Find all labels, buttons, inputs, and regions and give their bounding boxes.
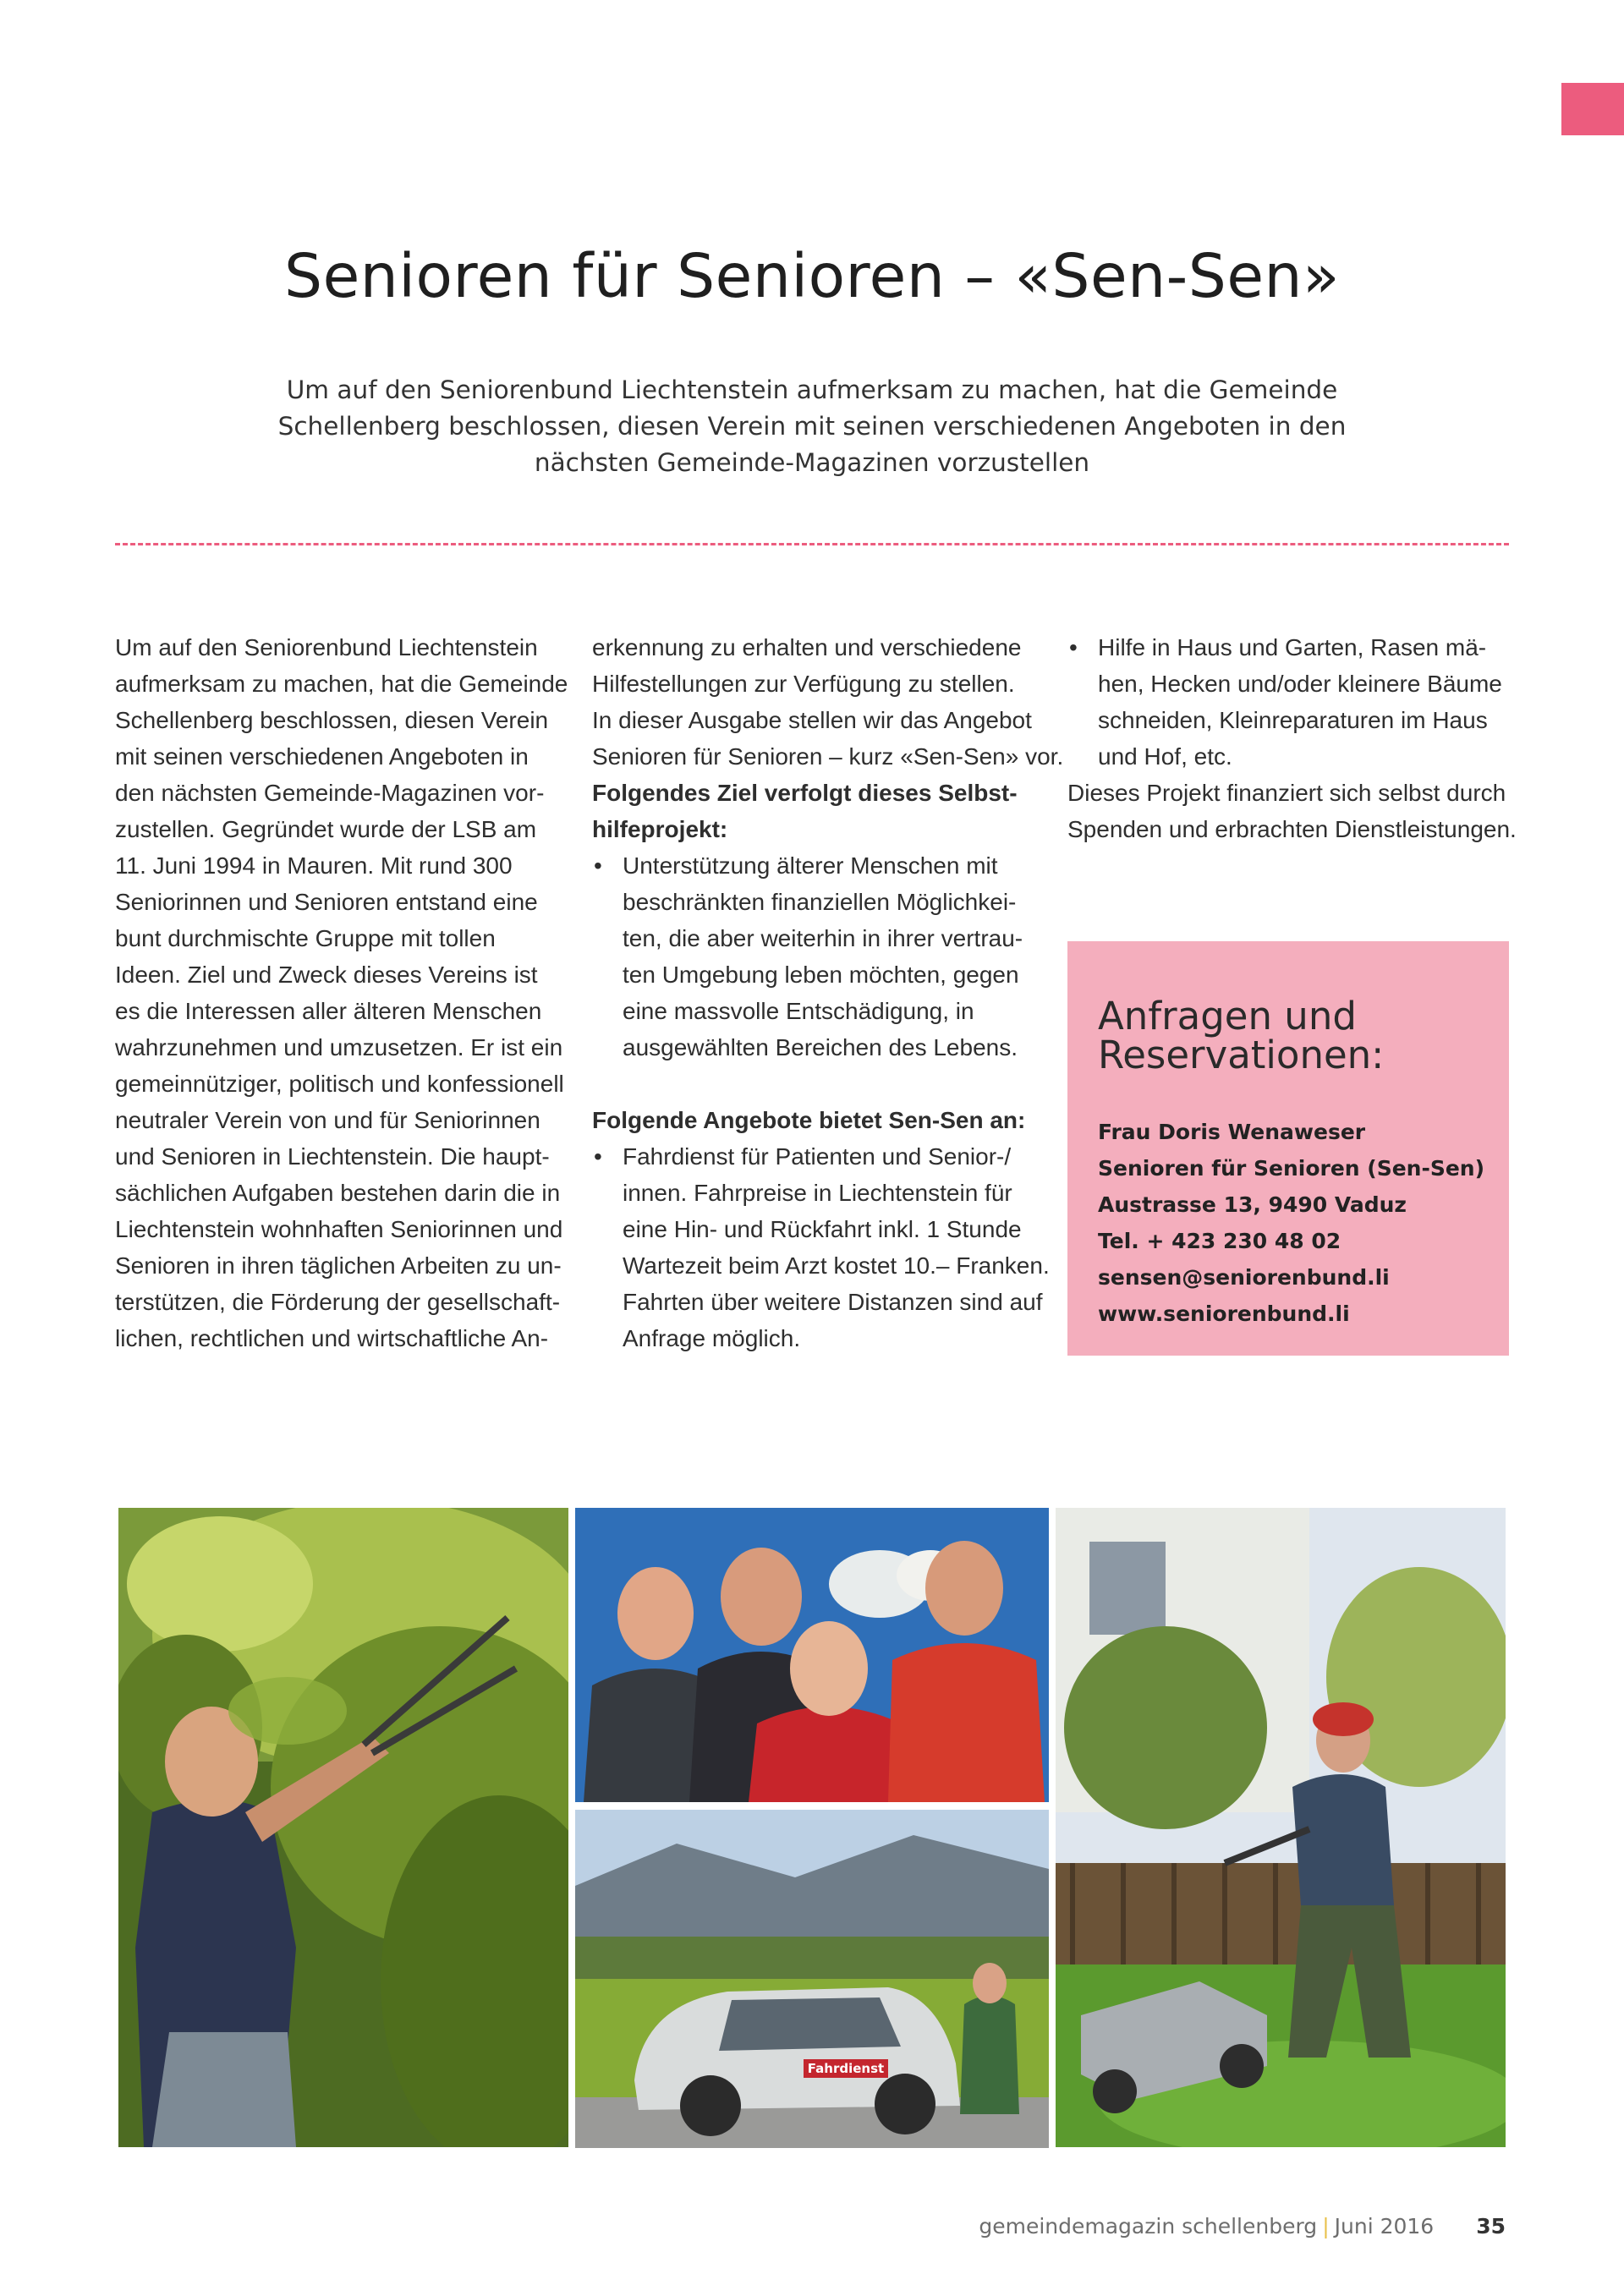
text-line: Hilfestellungen zur Verfügung zu stellen. — [592, 671, 1015, 697]
text-line: und Senioren in Liechtenstein. Die haupt- — [115, 1143, 550, 1170]
photo-lawn-mowing-graphic — [1056, 1508, 1506, 2147]
article-column-3 — [1067, 629, 1524, 847]
text-line: 11. Juni 1994 in Mauren. Mit rund 300 — [115, 852, 513, 879]
spacer — [592, 1066, 1040, 1102]
photo-transport-car — [575, 1810, 1049, 2148]
text-line: Spenden und erbrachten Dienstleistungen. — [1067, 816, 1517, 842]
contact-email-link[interactable]: sensen@seniorenbund.li — [1098, 1265, 1390, 1290]
bullet-line: eine massvolle Entschädigung, in — [623, 998, 974, 1024]
footer-date: Juni 2016 — [1334, 2214, 1435, 2238]
bullet-line: innen. Fahrpreise in Liechtenstein für — [623, 1180, 1012, 1206]
text-line: Um auf den Seniorenbund Liechtenstein — [115, 634, 538, 660]
bullet-line: Fahrten über weitere Distanzen sind auf — [623, 1289, 1043, 1315]
text-line: aufmerksam zu machen, hat die Gemeinde — [115, 671, 568, 697]
text-line: wahrzunehmen und umzusetzen. Er ist ein — [115, 1034, 563, 1060]
bullet-line: Hilfe in Haus und Garten, Rasen mä- — [1098, 634, 1487, 660]
text-line: Ideen. Ziel und Zweck dieses Vereins ist — [115, 962, 538, 988]
text-line: Senioren in ihren täglichen Arbeiten zu un- — [115, 1252, 562, 1279]
text-line: Liechtenstein wohnhaften Seniorinnen und — [115, 1216, 563, 1242]
goal-heading: Folgendes Ziel verfolgt dieses Selbst- — [592, 780, 1018, 806]
footer-separator: | — [1322, 2214, 1330, 2238]
photo-group-portrait — [575, 1508, 1049, 1802]
bullet-continuation — [592, 1320, 1040, 1356]
text-line: Senioren für Senioren – kurz «Sen-Sen» vor. — [592, 743, 1064, 770]
intro-line: Um auf den Seniorenbund Liechtenstein aufmerksam zu machen, hat die Gemeinde — [286, 375, 1338, 404]
goal-heading: hilfeprojekt: — [592, 816, 728, 842]
contact-details — [1098, 1114, 1484, 1332]
bullet-continuation — [592, 920, 1040, 956]
photo-transport-car-graphic — [575, 1810, 1049, 2148]
intro-paragraph — [254, 372, 1370, 481]
bullet-icon: • — [1069, 634, 1078, 660]
page-number: 35 — [1476, 2214, 1506, 2238]
dashed-divider — [115, 543, 1509, 545]
bullet-continuation — [1067, 702, 1524, 738]
bullet-line: ten, die aber weiterhin in ihrer vertrau- — [623, 925, 1023, 951]
page-footer — [922, 2214, 1506, 2238]
bullet-continuation — [592, 1247, 1050, 1284]
bullet-continuation — [592, 1029, 1040, 1066]
text-line: erkennung zu erhalten und verschiedene — [592, 634, 1022, 660]
bullet-continuation — [1067, 666, 1524, 702]
bullet-line: ten Umgebung leben möchten, gegen — [623, 962, 1019, 988]
contact-heading — [1098, 994, 1385, 1077]
car-door-label: Fahrdienst — [807, 2061, 885, 2076]
text-line: Dieses Projekt finanziert sich selbst durch — [1067, 780, 1506, 806]
bullet-item-offer — [592, 1138, 1040, 1175]
article-column-1 — [115, 629, 568, 1356]
bullet-line: Wartezeit beim Arzt kostet 10.– Franken. — [623, 1252, 1050, 1279]
bullet-line: beschränkten finanziellen Möglichkei- — [623, 889, 1017, 915]
bullet-continuation — [592, 1175, 1040, 1211]
bullet-icon: • — [594, 1143, 602, 1170]
bullet-continuation — [592, 1211, 1040, 1247]
contact-heading-line: Anfragen und — [1098, 994, 1357, 1038]
bullet-icon: • — [594, 852, 602, 879]
contact-organization: Senioren für Senioren (Sen-Sen) — [1098, 1156, 1485, 1181]
bullet-continuation — [592, 956, 1040, 993]
bullet-line: und Hof, etc. — [1098, 743, 1232, 770]
photo-hedge-trimming — [118, 1508, 568, 2147]
bullet-line: Fahrdienst für Patienten und Senior-/ — [623, 1143, 1012, 1170]
article-column-2 — [592, 629, 1064, 1356]
text-line: bunt durchmischte Gruppe mit tollen — [115, 925, 496, 951]
contact-heading-line: Reservationen: — [1098, 1033, 1385, 1077]
text-line: terstützen, die Förderung der gesellschaft- — [115, 1289, 561, 1315]
bullet-item-goal — [592, 847, 1040, 884]
intro-line: nächsten Gemeinde-Magazinen vorzustellen — [534, 448, 1090, 477]
bullet-line: Unterstützung älterer Menschen mit — [623, 852, 998, 879]
text-line: mit seinen verschiedenen Angeboten in — [115, 743, 529, 770]
offers-heading: Folgende Angebote bietet Sen-Sen an: — [592, 1107, 1026, 1133]
bullet-continuation — [592, 884, 1040, 920]
intro-line: Schellenberg beschlossen, diesen Verein mit seinen verschiedenen Angeboten in den — [277, 412, 1347, 441]
photo-lawn-mowing — [1056, 1508, 1506, 2147]
text-line: gemeinnütziger, politisch und konfessionell — [115, 1071, 564, 1097]
text-line: den nächsten Gemeinde-Magazinen vor- — [115, 780, 545, 806]
bullet-continuation — [592, 993, 1040, 1029]
bullet-item-help — [1067, 629, 1524, 666]
text-line: zustellen. Gegründet wurde der LSB am — [115, 816, 537, 842]
footer-magazine-name: gemeindemagazin schellenberg — [979, 2214, 1318, 2238]
contact-address: Austrasse 13, 9490 Vaduz — [1098, 1192, 1407, 1217]
photo-hedge-trimming-graphic — [118, 1508, 568, 2147]
photo-group-portrait-graphic — [575, 1508, 1049, 1802]
text-line: Seniorinnen und Senioren entstand eine — [115, 889, 538, 915]
bullet-continuation — [592, 1284, 1043, 1320]
text-line: Schellenberg beschlossen, diesen Verein — [115, 707, 549, 733]
page-title: Senioren für Senioren – «Sen-Sen» — [284, 241, 1340, 311]
text-line: In dieser Ausgabe stellen wir das Angebot — [592, 707, 1032, 733]
section-marker-tab — [1561, 83, 1624, 135]
bullet-line: Anfrage möglich. — [623, 1325, 801, 1351]
text-line: lichen, rechtlichen und wirtschaftliche An- — [115, 1325, 549, 1351]
bullet-line: schneiden, Kleinreparaturen im Haus — [1098, 707, 1488, 733]
bullet-line: ausgewählten Bereichen des Lebens. — [623, 1034, 1018, 1060]
contact-name: Frau Doris Wenaweser — [1098, 1120, 1366, 1144]
contact-box — [1067, 941, 1509, 1356]
text-line: sächlichen Aufgaben bestehen darin die in — [115, 1180, 561, 1206]
text-line: es die Interessen aller älteren Menschen — [115, 998, 542, 1024]
contact-phone[interactable]: Tel. + 423 230 48 02 — [1098, 1229, 1341, 1253]
bullet-line: eine Hin- und Rückfahrt inkl. 1 Stunde — [623, 1216, 1022, 1242]
bullet-continuation — [1067, 738, 1524, 775]
bullet-line: hen, Hecken und/oder kleinere Bäume — [1098, 671, 1502, 697]
contact-website-link[interactable]: www.seniorenbund.li — [1098, 1301, 1350, 1326]
text-line: neutraler Verein von und für Seniorinnen — [115, 1107, 540, 1133]
